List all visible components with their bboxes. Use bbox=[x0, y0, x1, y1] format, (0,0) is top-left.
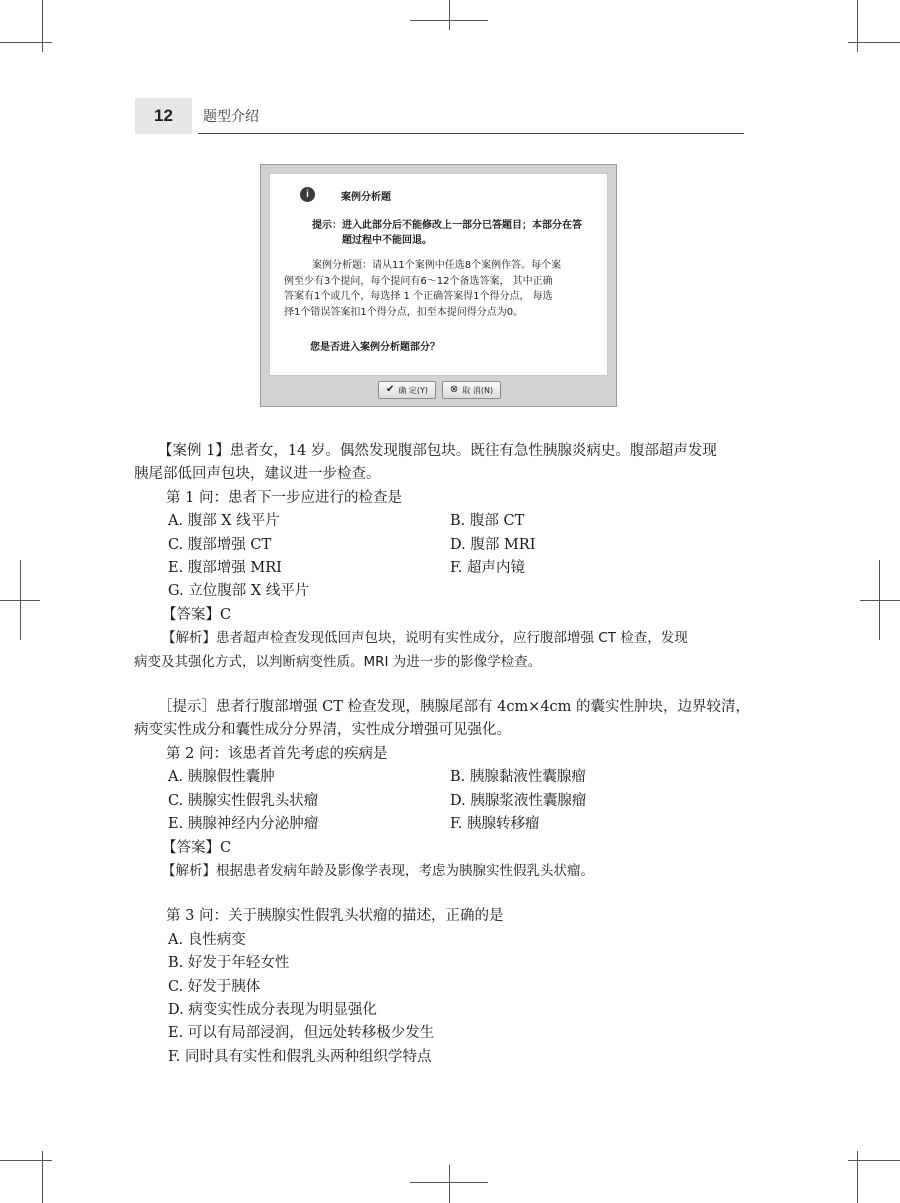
crop-mark bbox=[857, 1151, 858, 1203]
option: B. 好发于年轻女性 bbox=[168, 955, 290, 972]
crop-mark bbox=[449, 1165, 450, 1203]
q3-question: 第 3 问：关于胰腺实性假乳头状瘤的描述，正确的是 bbox=[166, 908, 504, 925]
q1-answer: 【答案】C bbox=[162, 606, 232, 623]
cancel-icon: ⊗ bbox=[449, 384, 459, 395]
case-analysis-dialog bbox=[260, 164, 617, 407]
cancel-button-label: 取 消(N) bbox=[462, 385, 494, 395]
q1-question: 第 1 问：患者下一步应进行的检查是 bbox=[166, 489, 402, 506]
option: E. 可以有局部浸润，但远处转移极少发生 bbox=[168, 1025, 435, 1042]
crop-mark bbox=[848, 42, 900, 43]
option: C. 好发于胰体 bbox=[168, 978, 261, 995]
option: E. 腹部增强 MRI bbox=[168, 560, 282, 577]
crop-mark bbox=[410, 20, 488, 21]
q1-analysis-line: 【解析】患者超声检查发现低回声包块，说明有实性成分，应行腹部增强 CT 检查，发现 bbox=[162, 630, 688, 647]
q2-question: 第 2 问：该患者首先考虑的疾病是 bbox=[166, 745, 388, 762]
option: A. 腹部 X 线平片 bbox=[168, 513, 280, 530]
dialog-body-line: 择1个错误答案扣1个得分点，扣至本提问得分点为0。 bbox=[284, 306, 524, 318]
q1-analysis-line: 病变及其强化方式，以判断病变性质。MRI 为进一步的影像学检查。 bbox=[134, 653, 542, 670]
ok-button[interactable] bbox=[378, 381, 436, 399]
crop-mark bbox=[848, 1160, 900, 1161]
page-number: 12 bbox=[135, 98, 192, 134]
option: C. 腹部增强 CT bbox=[168, 536, 272, 553]
crop-mark bbox=[0, 42, 52, 43]
ok-button-label: 确 定(Y) bbox=[398, 385, 429, 395]
option: D. 病变实性成分表现为明显强化 bbox=[168, 1001, 377, 1018]
option: G. 立位腹部 X 线平片 bbox=[168, 583, 310, 600]
option: F. 超声内镜 bbox=[450, 560, 526, 577]
hint-line: ［提示］患者行腹部增强 CT 检查发现，胰腺尾部有 4cm×4cm 的囊实性肿块，边界较清， bbox=[158, 699, 751, 716]
option: A. 良性病变 bbox=[168, 931, 246, 948]
dialog-confirm-question: 您是否进入案例分析题部分？ bbox=[310, 342, 440, 353]
option: B. 胰腺黏液性囊腺瘤 bbox=[450, 769, 586, 786]
option: D. 胰腺浆液性囊腺瘤 bbox=[450, 792, 587, 809]
q2-options bbox=[162, 766, 752, 836]
option: A. 胰腺假性囊肿 bbox=[168, 769, 275, 786]
crop-mark bbox=[0, 600, 40, 601]
info-icon: i bbox=[300, 187, 315, 202]
option: E. 胰腺神经内分泌肿瘤 bbox=[168, 816, 319, 833]
option: F. 同时具有实性和假乳头两种组织学特点 bbox=[168, 1048, 432, 1065]
dialog-body bbox=[284, 258, 590, 320]
crop-mark bbox=[410, 1182, 488, 1183]
cancel-button[interactable] bbox=[442, 381, 501, 399]
case-intro-line: 【案例 1】患者女，14 岁。偶然发现腹部包块。既往有急性胰腺炎病史。腹部超声发现 bbox=[158, 443, 717, 459]
dialog-content-panel bbox=[269, 173, 608, 376]
dialog-body-line: 例至少有3个提问，每个提问有6～12个备选答案， 其中正确 bbox=[284, 275, 553, 287]
option: B. 腹部 CT bbox=[450, 513, 525, 530]
crop-mark bbox=[42, 0, 43, 52]
q2-answer: 【答案】C bbox=[162, 839, 232, 856]
crop-mark bbox=[42, 1151, 43, 1203]
hint-line: 病变实性成分和囊性成分分界清，实性成分增强可见强化。 bbox=[134, 722, 511, 739]
crop-mark bbox=[860, 600, 900, 601]
header-rule bbox=[198, 133, 744, 134]
crop-mark bbox=[0, 1160, 52, 1161]
option: D. 腹部 MRI bbox=[450, 536, 536, 553]
dialog-body-line: 案例分析题：请从11个案例中任选8个案例作答。每个案 bbox=[312, 260, 562, 271]
option: F. 胰腺转移瘤 bbox=[450, 816, 540, 833]
q2-analysis: 【解析】根据患者发病年龄及影像学表现，考虑为胰腺实性假乳头状瘤。 bbox=[162, 862, 594, 879]
dialog-warning bbox=[312, 218, 587, 248]
q1-options bbox=[162, 510, 752, 580]
dialog-title: 案例分析题 bbox=[341, 192, 391, 203]
crop-mark bbox=[449, 0, 450, 30]
case-content bbox=[134, 440, 752, 1069]
dialog-warning-line: 题过程中不能回退。 bbox=[342, 235, 432, 246]
crop-mark bbox=[857, 0, 858, 52]
section-title: 题型介绍 bbox=[203, 109, 259, 125]
dialog-warning-line: 提示：进入此部分后不能修改上一部分已答题目；本部分在答 bbox=[312, 220, 582, 231]
option: C. 胰腺实性假乳头状瘤 bbox=[168, 792, 319, 809]
dialog-body-line: 答案有1个或几个，每选择 1 个正确答案得1个得分点， 每选 bbox=[284, 291, 553, 302]
checkmark-icon: ✔ bbox=[385, 384, 395, 395]
case-intro-line: 胰尾部低回声包块，建议进一步检查。 bbox=[134, 466, 381, 483]
